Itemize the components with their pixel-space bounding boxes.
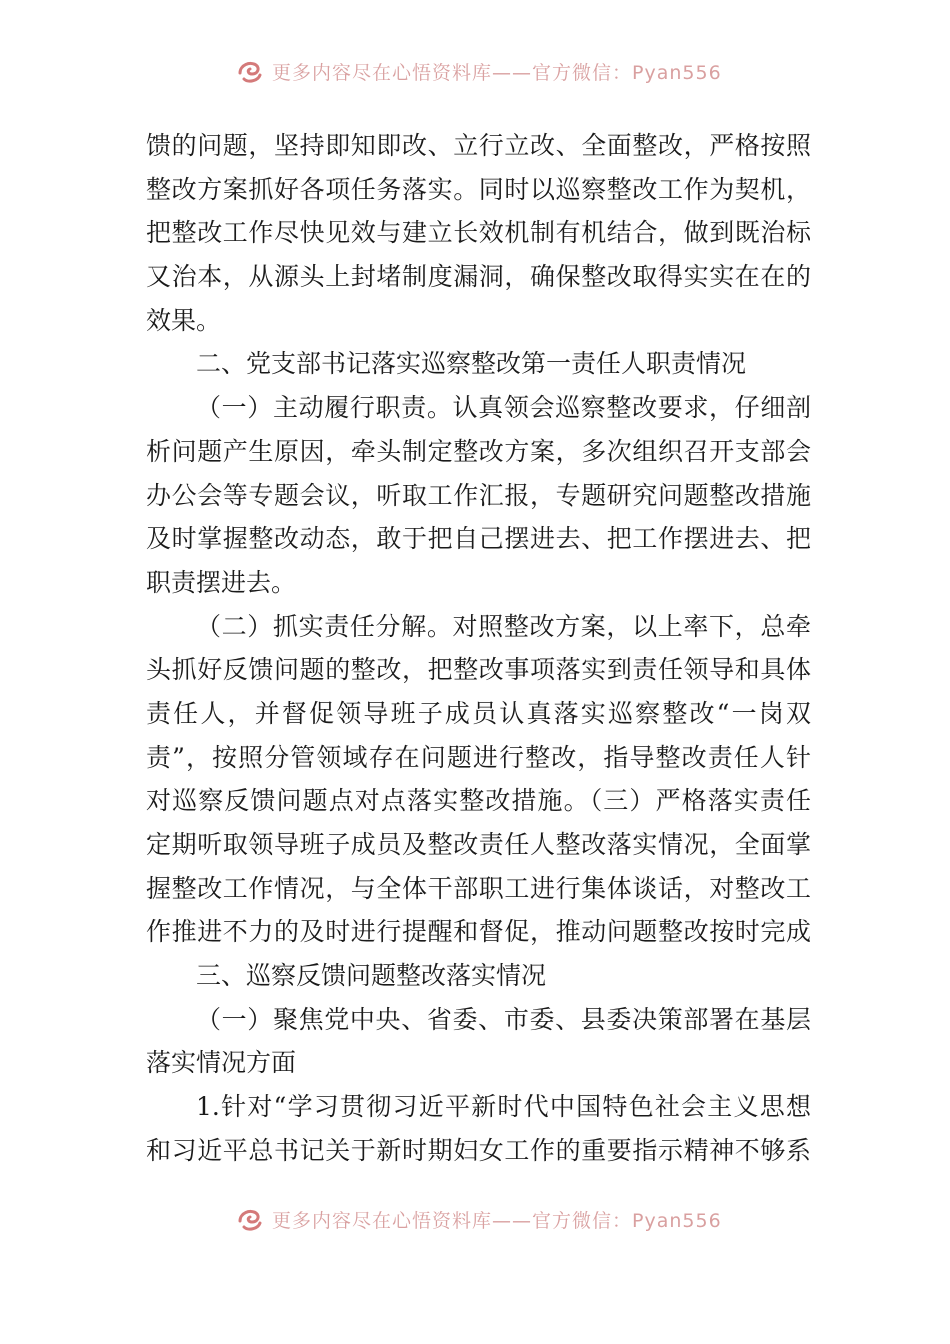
text-line: （一）主动履行职责。认真领会巡察整改要求，仔细剖 [196,393,811,423]
text-line: 整改方案抓好各项任务落实。同时以巡察整改工作为契机， [146,174,811,204]
text-line: 和习近平总书记关于新时期妇女工作的重要指示精神不够系 [146,1135,811,1165]
text-line: 头抓好反馈问题的整改，把整改事项落实到责任领导和具体 [146,655,811,685]
text-line: 办公会等专题会议，听取工作汇报，专题研究问题整改措施 [146,480,811,510]
text-line: 责”，按照分管领域存在问题进行整改，指导整改责任人针 [146,742,811,772]
document-body [146,124,811,1173]
text-line: 对巡察反馈问题点对点落实整改措施。（三）严格落实责任 [146,786,811,816]
text-line: 定期听取领导班子成员及整改责任人整改落实情况，全面掌 [146,830,811,859]
text-line: 效果。 [146,305,222,335]
text-line: 二、党支部书记落实巡察整改第一责任人职责情况 [196,349,747,379]
text-line: 析问题产生原因，牵头制定整改方案，多次组织召开支部会 [146,436,811,466]
text-line: 把整改工作尽快见效与建立长效机制有机结合，做到既治标 [146,218,811,248]
watermark-footer [236,1204,722,1234]
text-line: 落实情况方面 [146,1048,297,1078]
text-line: 责任人，并督促领导班子成员认真落实巡察整改“一岗双 [146,698,811,728]
text-line: （一）聚焦党中央、省委、市委、县委决策部署在基层 [196,1004,811,1034]
text-line: 1.针对“学习贯彻习近平新时代中国特色社会主义思想 [196,1092,811,1122]
text-line: 握整改工作情况，与全体干部职工进行集体谈话，对整改工 [146,873,811,903]
red-swirl-logo-icon [236,1205,264,1233]
text-line: 又治本，从源头上封堵制度漏洞，确保整改取得实实在在的 [146,262,811,292]
text-line: 三、巡察反馈问题整改落实情况 [196,961,547,991]
text-line: 馈的问题，坚持即知即改、立行立改、全面整改，严格按照 [146,131,811,160]
text-line: （二）抓实责任分解。对照整改方案，以上率下，总牵 [196,611,811,641]
text-line: 职责摆进去。 [146,567,297,597]
watermark-text: 更多内容尽在心悟资料库——官方微信：Pyan556 [272,61,722,84]
watermark-header [236,56,722,86]
red-swirl-logo-icon [236,57,264,85]
text-line: 作推进不力的及时进行提醒和督促，推动问题整改按时完成 [146,917,811,947]
text-line: 及时掌握整改动态，敢于把自己摆进去、把工作摆进去、把 [146,524,811,554]
watermark-text: 更多内容尽在心悟资料库——官方微信：Pyan556 [272,1209,722,1232]
